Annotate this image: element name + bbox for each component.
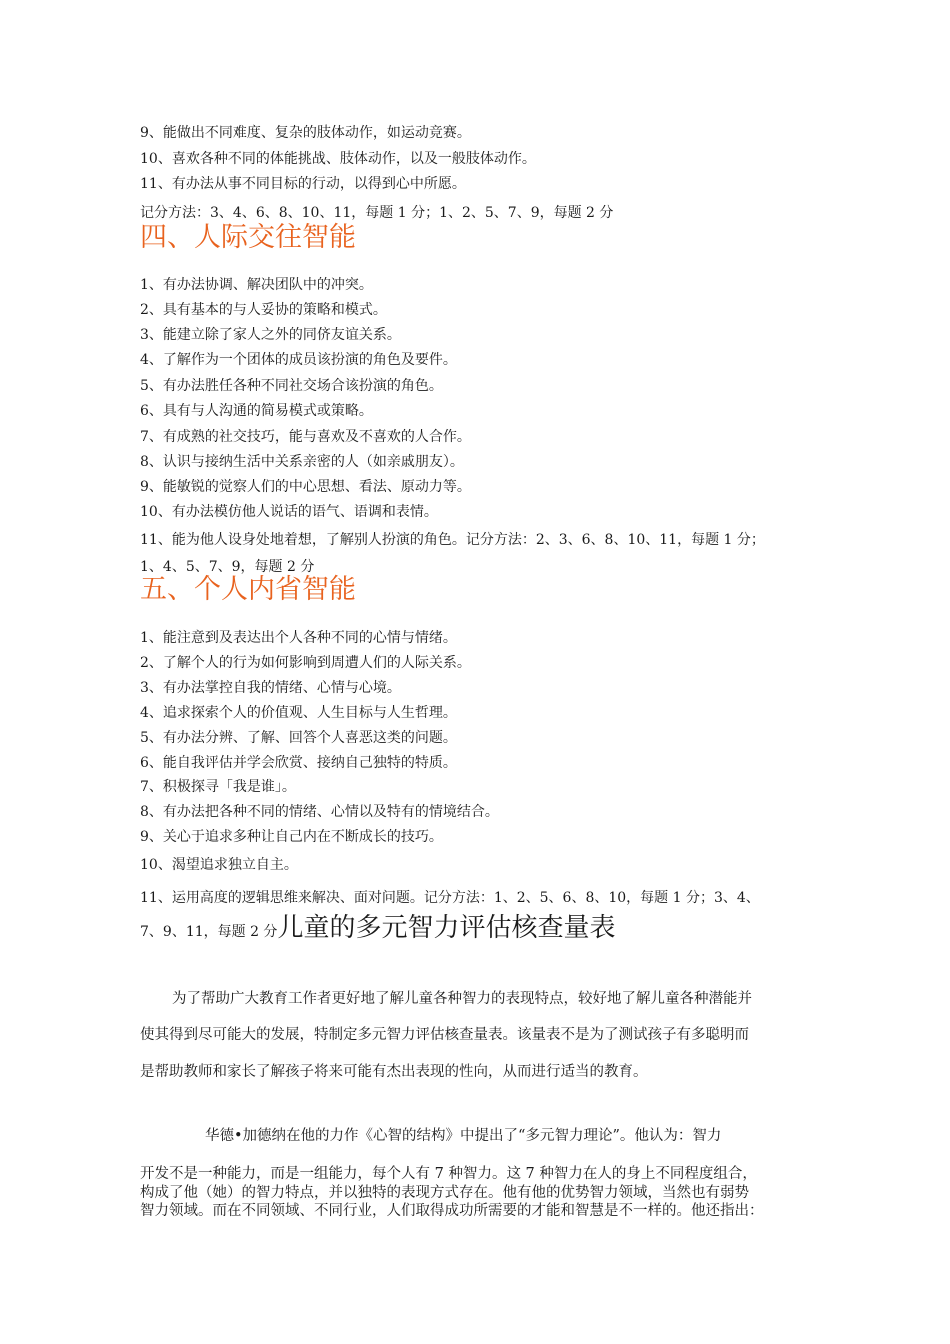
sec4-scoring-tail: 1、4、5、7、9，每题 2 分: [140, 559, 315, 575]
sec5-item-9: 9、关心于追求多种让自己内在不断成长的技巧。: [140, 829, 443, 845]
sec5-scoring-tail: 7、9、11，每题 2 分: [140, 924, 278, 940]
sec3-item-9: 9、能做出不同难度、复杂的肢体动作，如运动竞赛。: [140, 125, 471, 141]
sec4-item-9: 9、能敏锐的觉察人们的中心思想、看法、原动力等。: [140, 479, 471, 495]
intro-line-1: 为了帮助广大教育工作者更好地了解儿童各种智力的表现特点，较好地了解儿童各种潜能并: [172, 991, 752, 1007]
sec5-item-5: 5、有办法分辨、了解、回答个人喜恶这类的问题。: [140, 730, 457, 746]
gardner-line-1: 华德•加德纳在他的力作《心智的结构》中提出了“多元智力理论”。他认为：智力: [205, 1128, 722, 1144]
sec5-item-6: 6、能自我评估并学会欣赏、接纳自己独特的特质。: [140, 755, 457, 771]
sec5-item-1: 1、能注意到及表达出个人各种不同的心情与情绪。: [140, 630, 457, 646]
sec4-item-2: 2、具有基本的与人妥协的策略和模式。: [140, 302, 387, 318]
sec5-item-4: 4、追求探索个人的价值观、人生目标与人生哲理。: [140, 705, 457, 721]
sec4-item-1: 1、有办法协调、解决团队中的冲突。: [140, 277, 373, 293]
gardner-line-3: 构成了他（她）的智力特点，并以独特的表现方式存在。他有他的优势智力领域，当然也有弱势: [140, 1185, 749, 1201]
sec4-item-6: 6、具有与人沟通的简易模式或策略。: [140, 403, 373, 419]
sec5-scoring-tail-with-title: [140, 912, 615, 948]
sec5-item-7: 7、积极探寻「我是谁」。: [140, 779, 296, 795]
sec5-item-11: 11、运用高度的逻辑思维来解决、面对问题。记分方法：1、2、5、6、8、10，每题 1 分；3、4、: [140, 890, 760, 906]
intro-line-3: 是帮助教师和家长了解孩子将来可能有杰出表现的性向，从而进行适当的教育。: [140, 1064, 648, 1080]
sec5-heading: 五、个人内省智能: [140, 574, 356, 605]
sec4-item-7: 7、有成熟的社交技巧，能与喜欢及不喜欢的人合作。: [140, 429, 471, 445]
sec4-item-4: 4、了解作为一个团体的成员该扮演的角色及要件。: [140, 352, 457, 368]
gardner-line-2: 开发不是一种能力，而是一组能力，每个人有 7 种智力。这 7 种智力在人的身上不同程度组合，: [140, 1166, 757, 1182]
sec4-item-5: 5、有办法胜任各种不同社交场合该扮演的角色。: [140, 378, 443, 394]
sec4-item-11: 11、能为他人设身处地着想，了解别人扮演的角色。记分方法：2、3、6、8、10、11，每题 1 分；: [140, 532, 765, 548]
sec5-item-10: 10、渴望追求独立自主。: [140, 857, 298, 873]
sec4-item-10: 10、有办法模仿他人说话的语气、语调和表情。: [140, 504, 438, 520]
intro-line-2: 使其得到尽可能大的发展，特制定多元智力评估核查量表。该量表不是为了测试孩子有多聪明而: [140, 1027, 749, 1043]
gardner-line-4: 智力领域。而在不同领域、不同行业，人们取得成功所需要的才能和智慧是不一样的。他还指出：: [140, 1203, 764, 1219]
sec3-item-11: 11、有办法从事不同目标的行动，以得到心中所愿。: [140, 176, 466, 192]
document-title: 儿童的多元智力评估核查量表: [277, 913, 616, 943]
sec5-item-8: 8、有办法把各种不同的情绪、心情以及特有的情境结合。: [140, 804, 499, 820]
sec4-item-8: 8、认识与接纳生活中关系亲密的人（如亲戚朋友）。: [140, 454, 464, 470]
sec4-item-3: 3、能建立除了家人之外的同侪友谊关系。: [140, 327, 401, 343]
sec5-item-3: 3、有办法掌控自我的情绪、心情与心境。: [140, 680, 401, 696]
sec3-scoring: 记分方法：3、4、6、8、10、11，每题 1 分；1、2、5、7、9，每题 2 分: [140, 205, 614, 221]
sec5-item-2: 2、了解个人的行为如何影响到周遭人们的人际关系。: [140, 655, 471, 671]
sec3-item-10: 10、喜欢各种不同的体能挑战、肢体动作，以及一般肢体动作。: [140, 151, 536, 167]
sec4-heading: 四、人际交往智能: [140, 222, 356, 253]
